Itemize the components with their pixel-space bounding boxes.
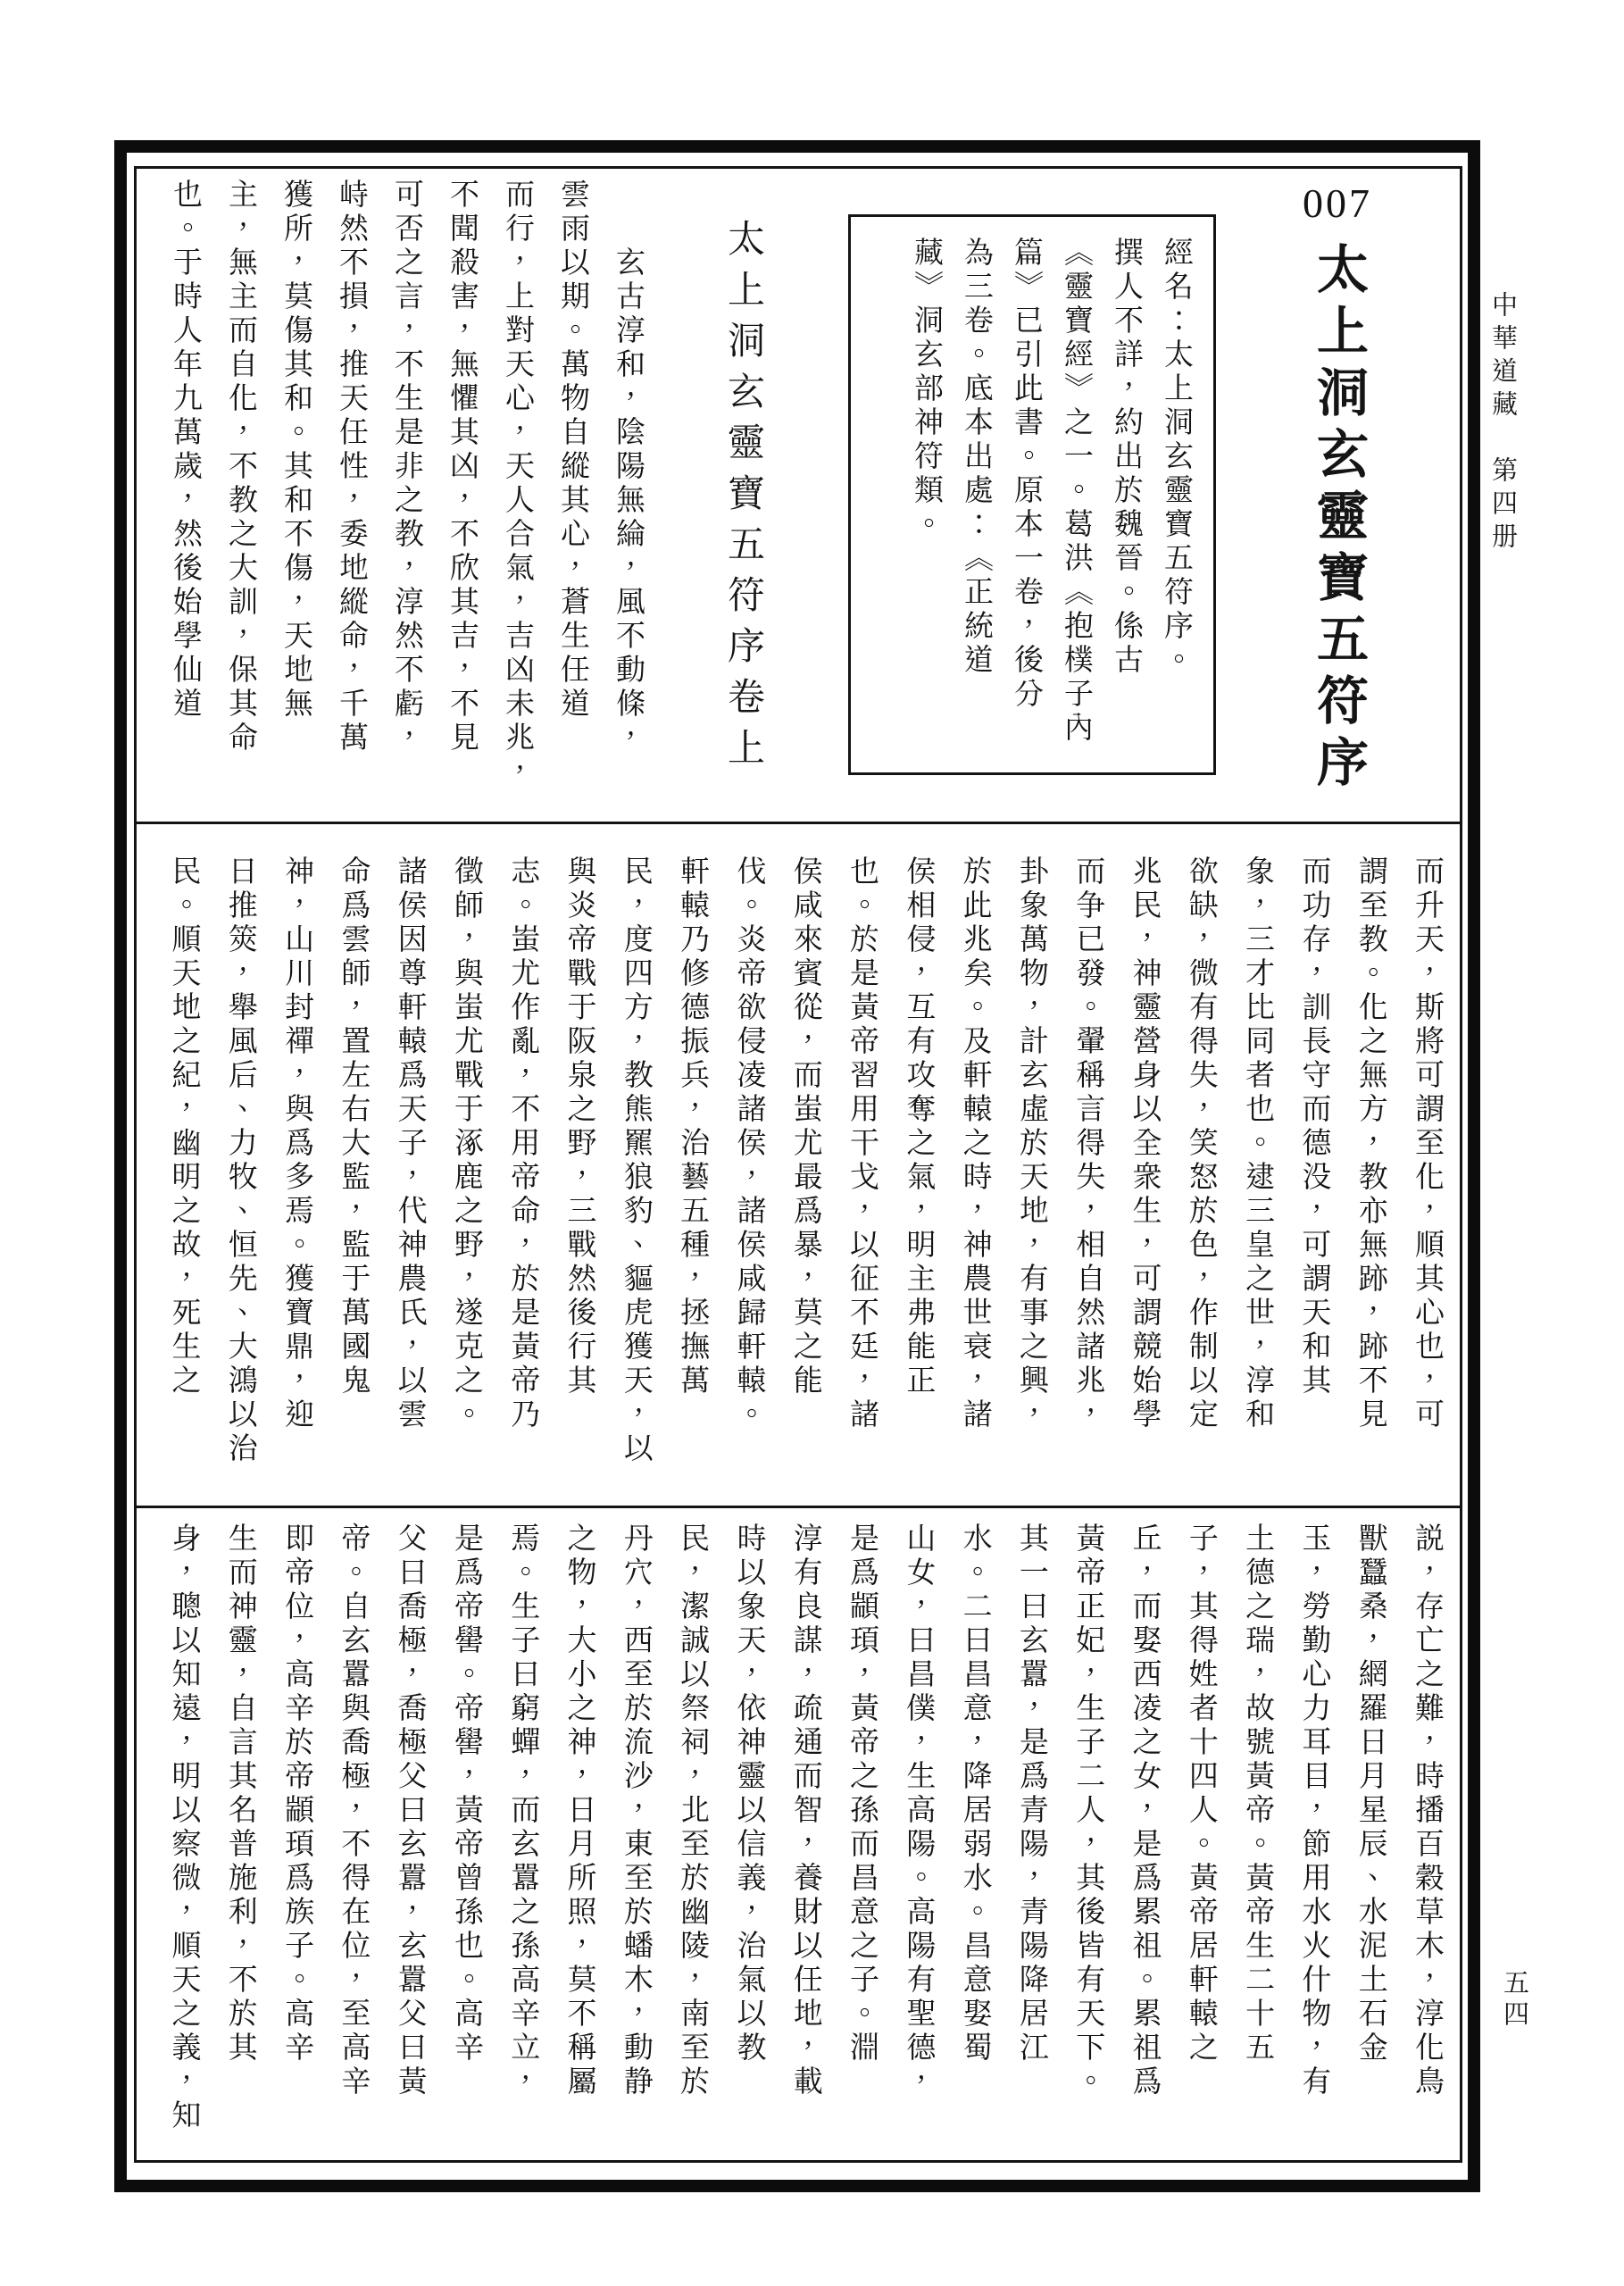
text-column: 神，山川封禪，與爲多焉。獲寶鼎，迎 — [280, 855, 313, 1432]
info-text-column: 藏》洞玄部神符類。 — [910, 237, 942, 542]
text-column: 水。二曰昌意，降居弱水。昌意娶蜀 — [958, 1523, 991, 2065]
serial-number: 007 — [1303, 180, 1372, 226]
text-column: 民，度四方，教熊羆狼豹、貙虎獲天，以 — [619, 855, 652, 1466]
text-column: 侯咸來賓從，而蚩尤最爲暴，莫之能 — [788, 855, 821, 1398]
bibliographic-box — [848, 214, 1216, 775]
text-column: 謂至教。化之無方，教亦無跡，跡不見 — [1353, 855, 1387, 1432]
text-column: 民，潔誠以祭祠，北至於幽陵，南至於 — [676, 1523, 709, 2099]
info-text-column: 撰人不詳，約出於魏晉。係古 — [1110, 237, 1142, 678]
top-register — [171, 179, 649, 789]
text-column: 徵師，與蚩尤戰于涿鹿之野，遂克之。 — [449, 855, 482, 1432]
text-column: 民。順天地之紀，幽明之故，死生之 — [167, 855, 200, 1398]
text-column: 丘，而娶西凌之女，是爲累祖。累祖爲 — [1128, 1523, 1161, 2099]
text-column: 子，其得姓者十四人。黃帝居軒轅之 — [1184, 1523, 1217, 2065]
text-column: 黃帝正妃，生子二人，其後皆有天下。 — [1071, 1523, 1104, 2099]
text-column: 欲缺，微有得失，笑怒於色，作制以定 — [1184, 855, 1217, 1432]
text-column: 玉，勞勤心力耳目，節用水火什物，有 — [1297, 1523, 1330, 2099]
text-column: 之物，大小之神，日月所照，莫不稱屬 — [562, 1523, 595, 2099]
text-column: 雲雨以期。萬物自縱其心，蒼生任道 — [556, 179, 588, 722]
text-column: 不聞殺害，無懼其凶，不欣其吉，不見 — [446, 179, 478, 755]
text-column: 而升天，斯將可謂至化，順其心也，可 — [1411, 855, 1443, 1432]
text-column: 可否之言，不生是非之教，淳然不虧， — [390, 179, 422, 755]
text-column: 於此兆矣。及軒轅之時，神農世衰，諸 — [958, 855, 991, 1432]
register-divider-1 — [136, 822, 1461, 824]
text-column: 説，存亡之難，時播百穀草木，淳化鳥 — [1411, 1523, 1443, 2099]
text-column: 父曰喬極，喬極父曰玄囂，玄囂父曰黃 — [393, 1523, 426, 2099]
register-divider-2 — [136, 1506, 1461, 1508]
text-column: 玄古淳和，陰陽無綸，風不動條， — [612, 179, 644, 755]
text-column: 焉。生子曰窮蟬，而玄囂之孫高辛立， — [506, 1523, 539, 2099]
text-column: 獲所，莫傷其和。其和不傷，天地無 — [279, 179, 312, 722]
text-column: 兆民，神靈營身以全衆生，可謂競始學 — [1128, 855, 1161, 1432]
info-text-column: 篇》已引此書。原本一卷，後分 — [1010, 237, 1042, 712]
text-column: 而争已發。翬稱言得失，相自然諸兆， — [1071, 855, 1104, 1432]
info-text-column: 《靈寶經》之一。葛洪《抱樸子內 — [1060, 237, 1092, 746]
text-column: 其一曰玄囂，是爲青陽，青陽降居江 — [1014, 1523, 1047, 2065]
text-column: 而功存，訓長守而德没，可謂天和其 — [1297, 855, 1330, 1398]
text-column: 日推筴，舉風后、力牧、恒先、大鴻以治 — [223, 855, 256, 1466]
text-column: 山女，曰昌僕，生高陽。高陽有聖德， — [902, 1523, 935, 2099]
text-column: 丹穴，西至於流沙，東至於蟠木，動静 — [619, 1523, 652, 2099]
middle-register — [169, 855, 1448, 1466]
text-column: 也。于時人年九萬歲，然後始學仙道 — [169, 179, 201, 722]
text-column: 命爲雲師，置左右大監，監于萬國鬼 — [337, 855, 370, 1398]
text-column: 也。於是黃帝習用干戈，以征不廷，諸 — [845, 855, 879, 1432]
text-column: 伐。炎帝欲侵凌諸侯，諸侯咸歸軒轅。 — [732, 855, 765, 1432]
text-column: 土德之瑞，故號黃帝。黃帝生二十五 — [1241, 1523, 1274, 2065]
text-column: 侯相侵，互有攻奪之氣，明主弗能正 — [902, 855, 935, 1398]
scripture-title: 太上洞玄靈寶五符序 — [1309, 242, 1367, 797]
text-column: 是爲帝嚳。帝嚳，黃帝曾孫也。高辛 — [449, 1523, 482, 2065]
text-column: 生而神靈，自言其名普施利，不於其 — [223, 1523, 256, 2065]
text-column: 軒轅乃修德振兵，治藝五種，拯撫萬 — [676, 855, 709, 1398]
info-text-column: 經名：太上洞玄靈寶五符序。 — [1160, 237, 1192, 678]
text-column: 身，聰以知遠，明以察微，順天之義，知 — [167, 1523, 200, 2133]
text-column: 時以象天，依神靈以信義，治氣以教 — [732, 1523, 765, 2065]
title-block — [1286, 180, 1389, 801]
volume-label: 中華道藏 第四册 — [1488, 291, 1517, 555]
text-column: 諸侯因尊軒轅爲天子，代神農氏，以雲 — [393, 855, 426, 1432]
text-column: 峙然不損，推天任性，委地縱命，千萬 — [335, 179, 367, 755]
text-column: 即帝位，高辛於帝顓頊爲族子。高辛 — [280, 1523, 313, 2065]
bibliographic-columns — [912, 237, 1197, 746]
text-column: 而行，上對天心，天人合氣，吉凶未兆， — [501, 179, 533, 789]
text-column: 主，無主而自化，不教之大訓，保其命 — [224, 179, 256, 755]
text-column: 卦象萬物，計玄虛於天地，有事之興， — [1014, 855, 1047, 1432]
text-column: 獸蠶桑，網羅日月星辰、水泥土石金 — [1353, 1523, 1387, 2065]
text-column: 是爲顓頊，黃帝之孫而昌意之子。淵 — [845, 1523, 879, 2065]
text-column: 淳有良謀，疏通而智，養財以任地，載 — [788, 1523, 821, 2099]
bottom-register — [169, 1523, 1448, 2133]
info-text-column: 為三卷。底本出處：《正統道 — [960, 237, 992, 678]
section-heading: 太上洞玄靈寶五符序卷上 — [722, 219, 763, 779]
text-column: 與炎帝戰于阪泉之野，三戰然後行其 — [562, 855, 595, 1398]
page-number: 五四 — [1500, 1969, 1528, 2032]
text-column: 志。蚩尤作亂，不用帝命，於是黃帝乃 — [506, 855, 539, 1432]
text-column: 帝。自玄囂與喬極，不得在位，至高辛 — [337, 1523, 370, 2099]
text-column: 象，三才比同者也。逮三皇之世，淳和 — [1241, 855, 1274, 1432]
